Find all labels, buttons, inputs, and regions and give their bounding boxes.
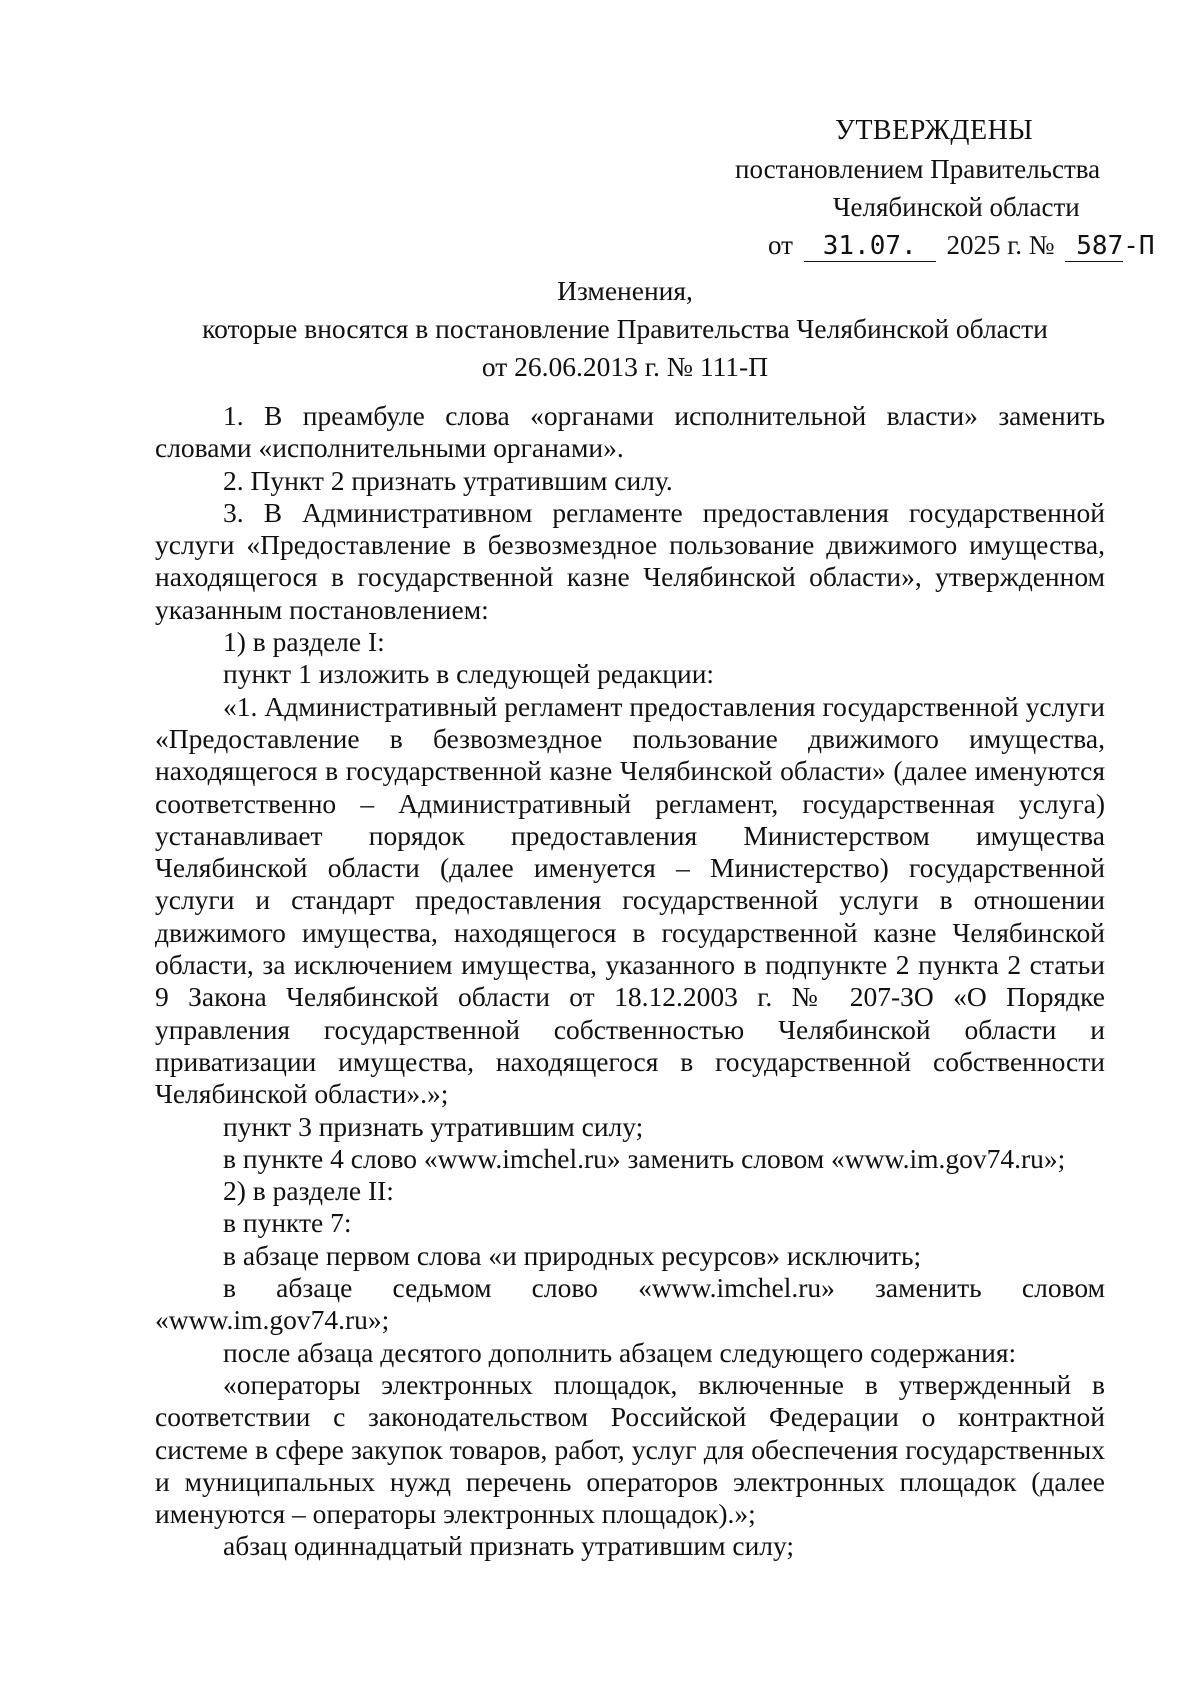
paragraph: после абзаца десятого дополнить абзацем следующего содержания: [223, 1336, 1017, 1368]
title-line-2: которые вносятся в постановление Правительства Челябинской области [202, 313, 1048, 344]
document-title [150, 272, 1100, 386]
approval-region-line: Челябинской области [833, 192, 1080, 222]
paragraph: абзац одиннадцатый признать утратившим силу; [223, 1530, 795, 1562]
document-body [155, 400, 1105, 1563]
approval-stamp-block [730, 112, 1155, 265]
approval-year-text: 2025 г. № [946, 230, 1055, 260]
approval-decree-line: постановлением Правительства [735, 154, 1101, 184]
title-line-1: Изменения, [557, 275, 693, 306]
paragraph: в абзаце первом слова «и природных ресурсов» исключить; [223, 1239, 922, 1271]
paragraph: в абзаце седьмом слово «www.imchel.ru» заменить словом «www.im.gov74.ru»; [155, 1272, 1105, 1336]
paragraph: в пункте 7: [223, 1207, 352, 1239]
approval-number-suffix: -П [1123, 231, 1155, 261]
paragraph: 3. В Административном регламенте предоставления государственной услуги «Предоставление в безвозмездное пользование движимого имущества, находящегося в государственной казне Челябинской области», утвержденном указанным постановлением: [155, 496, 1105, 625]
approval-date-line [730, 226, 1155, 265]
approval-heading: УТВЕРЖДЕНЫ [835, 115, 1034, 146]
paragraph: 1) в разделе I: [223, 626, 385, 658]
paragraph: 1. В преамбуле слова «органами исполнительной власти» заменить словами «исполнительными органами». [155, 400, 1105, 464]
paragraph: 2. Пункт 2 признать утратившим силу. [223, 464, 673, 496]
approval-number-field: 587 [1065, 231, 1123, 262]
approval-date-field: 31.07. [804, 231, 936, 262]
paragraph: 2) в разделе II: [223, 1175, 394, 1207]
paragraph: «1. Административный регламент предоставления государственной услуги «Предоставление в безвозмездное пользование движимого имущества, находящегося в государственной казне Челябинской области» (далее именуются соответственно – Административный регламент, государственная услуга) устанавливает порядок предоставления Министерством имущества Челябинской области (далее именуется – Министерство) государственной услуги и стандарт предоставления государственной услуги в отношении движимого имущества, находящегося в государственной казне Челябинской области, за исключением имущества, указанного в подпункте 2 пункта 2 статьи 9 Закона Челябинской области от 18.12.2003 г. № 207-ЗО «О Порядке управления государственной собственностью Челябинской области и приватизации имущества, находящегося в государственной собственности Челябинской области».»; [155, 690, 1105, 1110]
approval-from-label: от [768, 230, 793, 260]
paragraph: в пункте 4 слово «www.imchel.ru» заменить словом «www.im.gov74.ru»; [223, 1142, 1066, 1174]
paragraph: пункт 1 изложить в следующей редакции: [223, 658, 715, 690]
title-line-3: от 26.06.2013 г. № 111-П [481, 351, 769, 382]
paragraph: «операторы электронных площадок, включенные в утвержденный в соответствии с законодательством Российской Федерации о контрактной системе в сфере закупок товаров, работ, услуг для обеспечения государственных и муниципальных нужд перечень операторов электронных площадок (далее именуются – операторы электронных площадок).»; [155, 1368, 1105, 1530]
paragraph: пункт 3 признать утратившим силу; [223, 1110, 644, 1142]
